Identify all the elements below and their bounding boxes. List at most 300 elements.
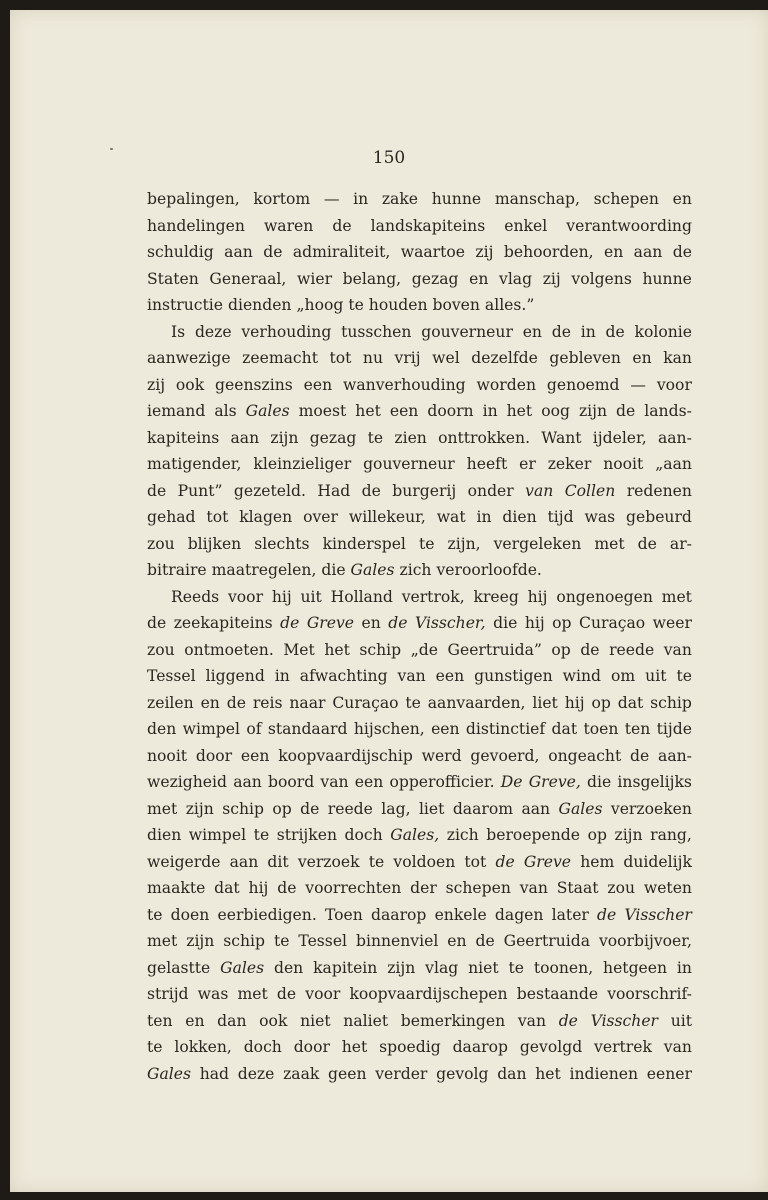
word: eener (646, 1064, 692, 1083)
word: reede (327, 799, 373, 818)
word: Gales (558, 799, 603, 818)
word: Had (317, 481, 351, 500)
word: en (361, 614, 381, 632)
text-line (147, 531, 692, 558)
word: en (603, 243, 624, 261)
word: toonen, (533, 958, 594, 977)
word: zou (607, 879, 636, 897)
word: redenen (626, 481, 692, 500)
word: duidelijk (623, 852, 692, 871)
word: iemand (147, 402, 206, 420)
word: wat (436, 508, 466, 526)
word: handelingen (147, 216, 245, 235)
word: hij (527, 587, 548, 606)
word: Geertruida (503, 932, 591, 950)
word: uit (670, 1011, 692, 1030)
word: wanverhouding (343, 375, 466, 394)
word: dat (551, 720, 578, 738)
word: kan (663, 349, 692, 367)
word: zou (147, 640, 175, 659)
word: aanwezige (147, 349, 231, 367)
word: Greve (523, 852, 572, 871)
word: de (332, 216, 352, 235)
word: dagen (494, 905, 544, 924)
word: genoemd (546, 375, 620, 394)
word: kreeg (473, 587, 519, 606)
word: niet (300, 1011, 331, 1030)
word: de (495, 852, 515, 871)
word: gouverneur (421, 322, 513, 341)
word: te (405, 693, 421, 712)
word: reede (609, 640, 655, 659)
word: dienden (227, 296, 292, 314)
word: Is (171, 322, 186, 341)
word: gezag (411, 269, 459, 288)
word: dit (267, 852, 289, 871)
word: opperofficier. (389, 773, 495, 791)
word: voorrechten (305, 879, 402, 897)
word: admiraliteit, (292, 243, 391, 261)
word: met (147, 799, 178, 818)
word: onder (467, 481, 514, 500)
word: vlag (499, 269, 533, 288)
text-line (147, 849, 692, 876)
word: ook (259, 1011, 288, 1030)
word: waartoe (400, 243, 466, 261)
word: gevoerd, (470, 746, 540, 765)
word: het (355, 402, 381, 420)
word: die (321, 561, 346, 579)
word: voorschrif- (607, 985, 692, 1003)
word: ten (147, 1011, 173, 1030)
word: ongeacht (548, 746, 622, 765)
word: de (475, 932, 495, 950)
word: wel (432, 349, 460, 367)
word: de (616, 402, 636, 420)
word: of (246, 720, 262, 738)
word: in (676, 958, 692, 977)
page-number: 150 (372, 148, 406, 168)
word: de (277, 879, 297, 897)
word: had (199, 1064, 230, 1083)
word: distinctief (465, 720, 546, 738)
text-line (147, 796, 692, 823)
word: oog (541, 402, 570, 420)
word: aan- (657, 428, 692, 447)
word: dat (214, 879, 240, 897)
word: zijn (387, 958, 416, 977)
word: nooit (147, 746, 188, 765)
word: gunstigen (474, 667, 553, 685)
word: zijn (185, 799, 214, 818)
word: doen (170, 905, 210, 924)
text-line (147, 425, 692, 452)
word: en (672, 190, 692, 208)
word: voor (656, 375, 692, 394)
word: Reeds (171, 587, 220, 606)
word: tot (206, 508, 229, 526)
text-line (147, 743, 692, 770)
word: zijn (614, 826, 643, 844)
word: verzoek (297, 852, 360, 871)
word: wier (297, 269, 333, 288)
word: een (240, 746, 270, 765)
word: ontmoeten. (184, 640, 274, 659)
text-line (147, 1061, 692, 1088)
word: gehad (147, 508, 196, 526)
word: kolonie (634, 322, 692, 341)
word: reis (252, 693, 283, 712)
word: doch (243, 1038, 282, 1056)
word: heeft (466, 455, 508, 473)
text-line (147, 902, 692, 929)
word: aan (233, 773, 262, 791)
word: Gales (350, 561, 395, 579)
word: worden (476, 375, 536, 394)
word: de (361, 481, 381, 500)
word: blijken (187, 534, 242, 553)
word: Staten (147, 269, 199, 288)
word: te (253, 826, 270, 844)
word: Gales (245, 402, 290, 420)
word: Curaçao (579, 614, 646, 632)
word: maatregelen, (211, 561, 317, 579)
word: Visscher (590, 1011, 659, 1030)
word: Visscher (624, 905, 692, 924)
word: den (273, 958, 304, 977)
word: verzoeken (610, 799, 692, 818)
word: wezigheid (147, 773, 228, 791)
word: niet (468, 958, 499, 977)
book-page (10, 10, 768, 1192)
word: de (580, 640, 600, 659)
word: strijd (147, 985, 189, 1003)
text-line (147, 557, 692, 584)
word: den (147, 720, 177, 738)
word: eerbiedigen. (217, 905, 317, 924)
text-line (147, 186, 692, 213)
word: kapitein (313, 958, 378, 977)
word: hijschen, (353, 720, 425, 738)
text-line (147, 584, 692, 611)
word: Holland (330, 587, 393, 606)
text-line (147, 504, 692, 531)
word: Gales, (390, 826, 440, 844)
word: volgens (571, 269, 632, 288)
word: werd (421, 746, 462, 765)
word: er (519, 455, 536, 473)
text-line (147, 663, 692, 690)
word: de (147, 614, 167, 632)
word: kortom (253, 190, 311, 208)
text-line (147, 1034, 692, 1061)
word: vertrok, (401, 587, 465, 606)
word: zake (381, 190, 419, 208)
word: liggend (205, 667, 265, 685)
word: hij (271, 587, 292, 606)
word: „de (410, 640, 438, 659)
word: matigender, (147, 455, 242, 473)
word: — (323, 190, 340, 208)
word: doorn (427, 402, 474, 420)
word: — (630, 375, 646, 394)
word: hij (564, 693, 585, 712)
text-line (147, 372, 692, 399)
word: ten (624, 720, 651, 738)
word: de (551, 322, 571, 341)
word: zou (147, 534, 175, 553)
word: zien (394, 428, 427, 447)
word: schip (223, 932, 266, 950)
word: Visscher, (414, 614, 486, 632)
text-line (147, 822, 692, 849)
word: koopvaardijschip (278, 746, 413, 765)
word: zijn, (447, 534, 481, 553)
word: aanvaarden, (427, 693, 526, 712)
word: met (237, 985, 268, 1003)
word: hunne (642, 269, 692, 288)
word: gevolgd (519, 1038, 583, 1056)
word: een (303, 375, 333, 394)
word: „aan (655, 455, 692, 473)
text-line (147, 266, 692, 293)
word: ongenoegen (556, 587, 653, 606)
word: zij (542, 269, 561, 288)
word: en (632, 349, 652, 367)
word: in (482, 402, 498, 420)
word: liet (532, 693, 558, 712)
word: zij (147, 375, 166, 394)
word: veroorloofde. (436, 561, 542, 579)
word: de (280, 614, 300, 632)
word: tusschen (341, 322, 412, 341)
body-text (147, 186, 692, 1087)
word: hij (248, 879, 269, 897)
word: het (324, 640, 350, 659)
word: op (551, 640, 571, 659)
word: te (348, 296, 364, 314)
word: hij (524, 614, 545, 632)
word: voor (305, 985, 341, 1003)
word: zijn (270, 428, 299, 447)
word: wimpel (182, 720, 240, 738)
word: was (197, 985, 229, 1003)
word: dan (217, 1011, 247, 1030)
word: lands- (644, 402, 692, 420)
word: zeilen (147, 693, 194, 712)
word: en (522, 322, 542, 341)
word: van (517, 1011, 547, 1030)
word: de (388, 614, 408, 632)
word: die (493, 614, 518, 632)
word: en (469, 269, 489, 288)
word: een (431, 720, 460, 738)
word: hem (580, 852, 615, 871)
word: in (274, 667, 290, 685)
word: vergeleken (493, 534, 582, 553)
word: van (519, 879, 548, 897)
word: bestaande (516, 985, 599, 1003)
word: boord (268, 773, 315, 791)
word: spoedig (379, 1038, 441, 1056)
word: kapiteins (147, 428, 220, 447)
word: schip (650, 693, 692, 712)
word: tot (329, 349, 352, 367)
word: op (272, 799, 292, 818)
word: de (605, 322, 625, 341)
word: de (276, 985, 297, 1003)
word: nu (362, 349, 384, 367)
word: gouverneur (363, 455, 455, 473)
word: te (508, 958, 524, 977)
word: naar (289, 693, 326, 712)
word: aan (521, 799, 551, 818)
word: van (663, 1038, 692, 1056)
word: behoorden, (503, 243, 594, 261)
word: enkel (504, 216, 548, 235)
word: ar- (669, 534, 692, 553)
word: De (500, 773, 523, 791)
word: ook (175, 375, 205, 394)
word: weigerde (147, 852, 221, 871)
word: schip (359, 640, 402, 659)
word: te (147, 1038, 163, 1056)
word: dien (502, 508, 537, 526)
word: om (611, 667, 636, 685)
word: ijdeler, (592, 428, 647, 447)
word: bepalingen, (147, 190, 240, 208)
word: dat (617, 693, 644, 712)
word: Geertruida” (447, 640, 542, 659)
word: uit (300, 587, 322, 606)
word: te (147, 905, 163, 924)
word: en (185, 1011, 205, 1030)
word: de (597, 905, 617, 924)
word: Tessel (147, 667, 196, 685)
word: het (535, 1064, 561, 1083)
word: daarom (452, 799, 514, 818)
word: deze (237, 1064, 275, 1083)
word: liet (418, 799, 445, 818)
word: zich (399, 561, 432, 579)
word: tijd (547, 508, 574, 526)
word: binnenviel (355, 932, 439, 950)
word: kleinzieliger (253, 455, 352, 473)
word: afwachting (299, 667, 388, 685)
word: instructie (147, 296, 224, 314)
word: zich (446, 826, 479, 844)
word: manschap, (494, 190, 580, 208)
word: Collen (564, 481, 616, 500)
word: de (226, 693, 246, 712)
word: zaak (283, 1064, 320, 1083)
word: daarop (452, 1038, 508, 1056)
word: te (367, 428, 384, 447)
word: aan (633, 243, 663, 261)
word: dien (147, 826, 182, 844)
text-line (147, 292, 692, 319)
word: door (195, 746, 233, 765)
word: op (587, 826, 607, 844)
word: in (353, 190, 369, 208)
word: Staat (556, 879, 599, 897)
word: Gales (147, 1064, 191, 1083)
word: aan (224, 243, 253, 261)
word: klagen (239, 508, 293, 526)
word: kinderspel (322, 534, 406, 553)
word: van (525, 481, 554, 500)
word: naliet (343, 1011, 389, 1030)
word: op (552, 614, 572, 632)
word: een (354, 773, 384, 791)
word: te (418, 534, 435, 553)
word: geen (328, 1064, 367, 1083)
word: over (303, 508, 338, 526)
word: van (663, 640, 692, 659)
word: in (476, 508, 492, 526)
word: gebleven (549, 349, 621, 367)
word: schepen (593, 190, 659, 208)
word: tot (464, 852, 487, 871)
word: Met (283, 640, 315, 659)
word: vrij (394, 349, 421, 367)
word: verhouding (241, 322, 332, 341)
word: nooit (603, 455, 644, 473)
text-line (147, 955, 692, 982)
word: Curaçao (332, 693, 399, 712)
word: een (389, 402, 419, 420)
word: met (594, 534, 625, 553)
word: alles.” (484, 296, 535, 314)
word: hunne (431, 190, 482, 208)
word: in (580, 322, 596, 341)
text-line (147, 398, 692, 425)
word: voldoen (393, 852, 456, 871)
word: boven (432, 296, 480, 314)
word: de (672, 243, 692, 261)
word: tijde (656, 720, 692, 738)
text-line (147, 1008, 692, 1035)
word: Toen (324, 905, 363, 924)
word: te (676, 667, 692, 685)
word: houden (368, 296, 428, 314)
word: standaard (267, 720, 348, 738)
text-line (147, 690, 692, 717)
text-line (147, 451, 692, 478)
word: later (551, 905, 589, 924)
word: moest (298, 402, 347, 420)
word: als (214, 402, 237, 420)
word: schip (222, 799, 264, 818)
word: de (558, 1011, 578, 1030)
word: weer (652, 614, 692, 632)
word: was (584, 508, 616, 526)
word: maakte (147, 879, 206, 897)
word: weten (643, 879, 692, 897)
word: zeekapiteins (173, 614, 273, 632)
word: burgerij (392, 481, 457, 500)
word: voorbijvoer, (598, 932, 692, 950)
word: rang, (650, 826, 692, 844)
word: der (410, 879, 437, 897)
word: Punt” (177, 481, 223, 500)
text-line (147, 345, 692, 372)
word: willekeur, (348, 508, 426, 526)
word: verder (375, 1064, 428, 1083)
word: landskapiteins (370, 216, 486, 235)
text-line (147, 319, 692, 346)
word: de (637, 534, 657, 553)
